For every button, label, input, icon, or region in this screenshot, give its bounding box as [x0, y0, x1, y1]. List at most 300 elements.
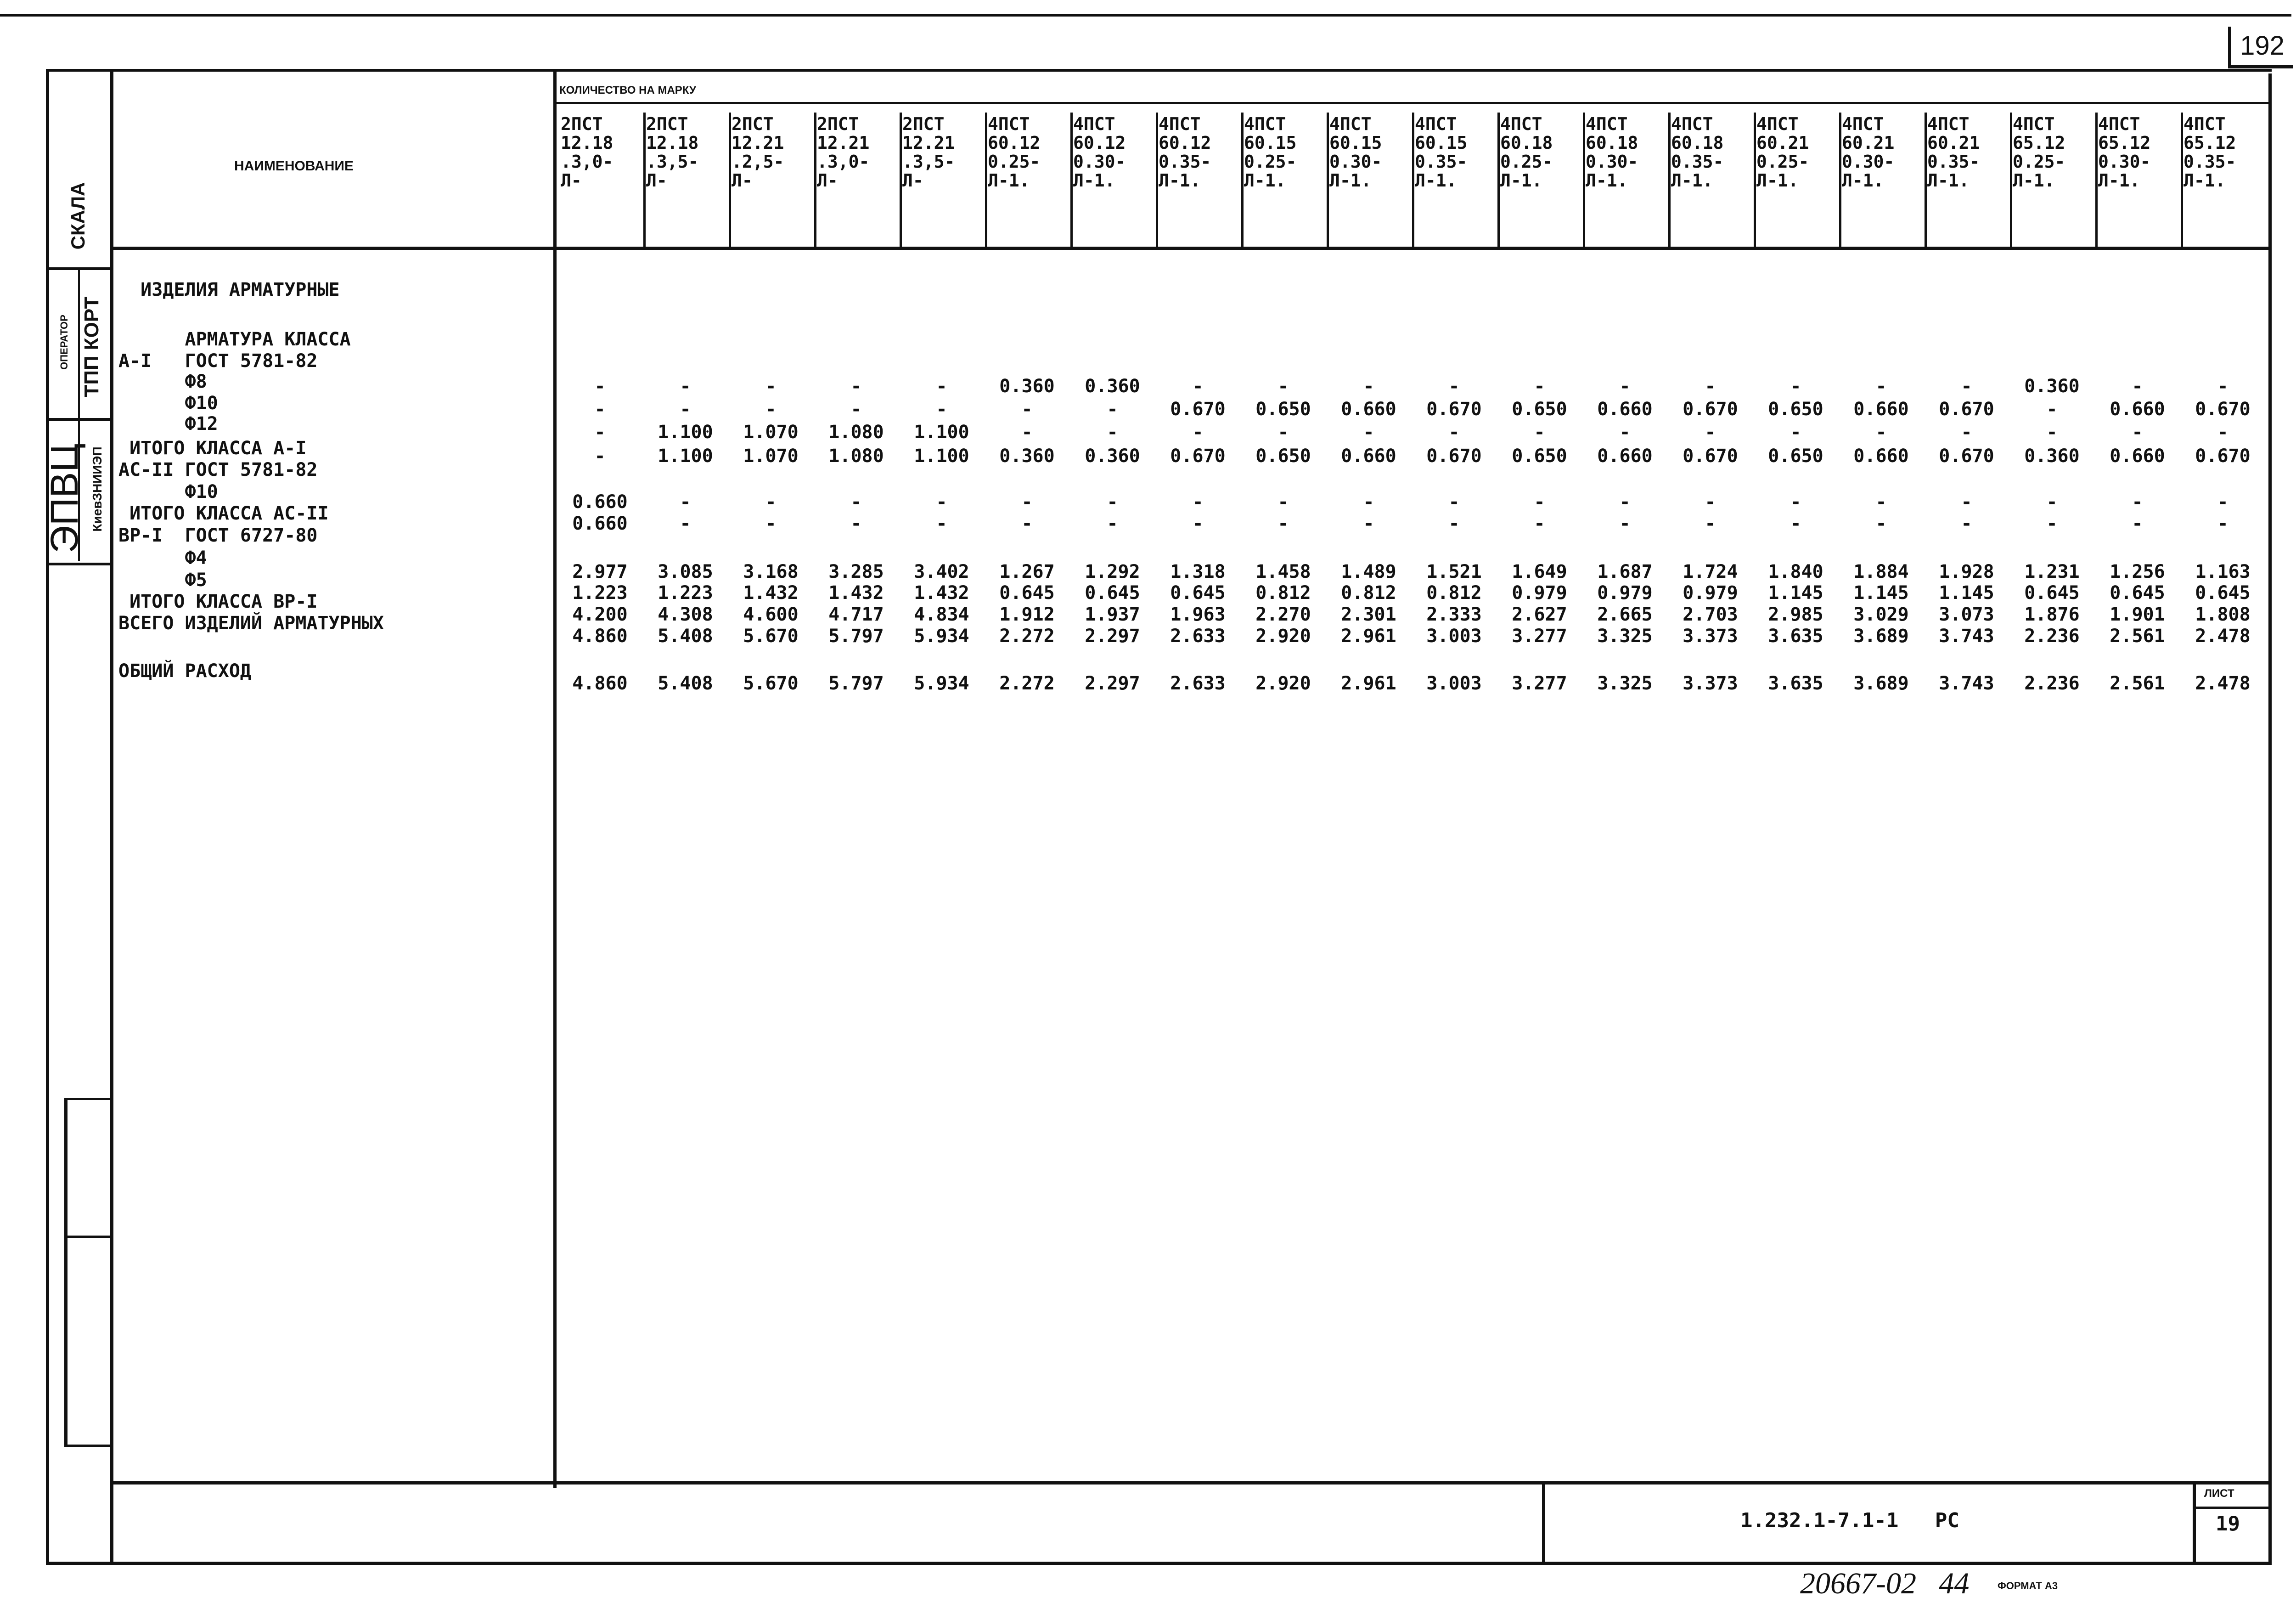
column-header [902, 115, 955, 190]
column-header-line: 60.21 [1756, 133, 1809, 153]
column-header-line: 4ПСТ [1927, 114, 1970, 134]
table-cell: 3.285 [828, 561, 884, 582]
column-header [2183, 115, 2236, 190]
org-label: ЭПВЦ [43, 443, 86, 553]
column-header-line: 4ПСТ [1586, 114, 1628, 134]
row-name: Ф5 [118, 570, 207, 591]
table-cell: - [1705, 513, 1716, 534]
row-name: ВСЕГО ИЗДЕЛИЙ АРМАТУРНЫХ [118, 613, 384, 634]
column-header-line: 4ПСТ [1671, 114, 1713, 134]
table-cell: 1.963 [1170, 604, 1226, 625]
table-cell: - [1021, 399, 1033, 420]
table-cell: - [1107, 491, 1118, 513]
column-header-line: 4ПСТ [1159, 114, 1201, 134]
column-header-line: 4ПСТ [1500, 114, 1542, 134]
table-cell: 0.979 [1597, 582, 1653, 604]
top-border [0, 14, 2291, 17]
column-header-line: .2,5- [732, 152, 784, 172]
column-divider [2095, 113, 2098, 247]
table-cell: 5.408 [658, 673, 713, 694]
table-cell: 2.961 [1341, 626, 1396, 647]
column-divider [900, 113, 902, 247]
row-name: ИТОГО КЛАССА АС-II [118, 503, 329, 524]
row-name: АС-II ГОСТ 5781-82 [118, 459, 318, 480]
sheet-number: 192 [2228, 27, 2293, 68]
table-cell: 2.478 [2195, 673, 2251, 694]
row-name: Ф12 [118, 413, 218, 435]
table-cell: - [850, 491, 862, 513]
column-header-line: .3,5- [646, 152, 699, 172]
table-cell: 1.432 [743, 582, 799, 604]
column-header-line: 4ПСТ [988, 114, 1030, 134]
column-divider [643, 113, 646, 247]
table-cell: 1.318 [1170, 561, 1226, 582]
table-cell: - [2046, 491, 2058, 513]
column-divider [1839, 113, 1841, 247]
table-cell: - [936, 399, 947, 420]
table-cell: 0.650 [1512, 446, 1567, 467]
table-cell: 3.689 [1853, 626, 1909, 647]
table-cell: 1.292 [1085, 561, 1140, 582]
column-header [988, 115, 1040, 190]
table-cell: 1.937 [1085, 604, 1140, 625]
table-cell: - [936, 491, 947, 513]
column-header-line: Л-1. [1159, 170, 1201, 191]
sheet-label: ЛИСТ [2204, 1487, 2234, 1500]
table-cell: - [1363, 422, 1374, 443]
table-cell: - [1107, 399, 1118, 420]
column-divider [985, 113, 987, 247]
table-cell: - [765, 376, 777, 397]
table-cell: 0.979 [1512, 582, 1567, 604]
column-header-line: .3,0- [561, 152, 613, 172]
table-cell: 3.277 [1512, 673, 1567, 694]
table-cell: - [850, 376, 862, 397]
column-header-line: Л- [902, 170, 923, 191]
table-cell: - [1534, 491, 1545, 513]
table-cell: - [1277, 422, 1289, 443]
table-cell: - [2217, 513, 2228, 534]
column-divider [1497, 113, 1500, 247]
table-cell: 0.660 [572, 513, 628, 534]
column-header-line: 60.18 [1586, 133, 1638, 153]
column-header-line: 0.30- [1073, 152, 1126, 172]
table-cell: 1.687 [1597, 561, 1653, 582]
title-block-top [113, 1481, 2272, 1484]
column-header-line: 60.21 [1927, 133, 1980, 153]
table-cell: 2.920 [1255, 673, 1311, 694]
table-cell: 3.168 [743, 561, 799, 582]
table-cell: 1.256 [2110, 561, 2165, 582]
table-cell: 0.660 [1853, 446, 1909, 467]
table-cell: 0.645 [1170, 582, 1226, 604]
row-name: Ф10 [118, 393, 218, 414]
column-header-line: Л- [732, 170, 753, 191]
table-cell: 0.360 [1085, 376, 1140, 397]
column-header [1500, 115, 1553, 190]
row-name: Ф10 [118, 481, 218, 502]
table-cell: - [1448, 513, 1460, 534]
table-cell: - [2217, 422, 2228, 443]
table-cell: 0.979 [1683, 582, 1738, 604]
table-cell: - [1790, 513, 1801, 534]
table-cell: - [1875, 376, 1887, 397]
row-name: Ф4 [118, 548, 207, 569]
table-cell: - [1192, 491, 1204, 513]
table-cell: 0.670 [1683, 446, 1738, 467]
column-header [817, 115, 869, 190]
table-cell: 3.085 [658, 561, 713, 582]
table-cell: 4.600 [743, 604, 799, 625]
table-cell: 3.373 [1683, 626, 1738, 647]
table-cell: 2.561 [2110, 626, 2165, 647]
column-header-line: Л- [561, 170, 582, 191]
table-cell: 1.070 [743, 446, 799, 467]
column-header [561, 115, 613, 190]
row-name: АРМАТУРА КЛАССА [118, 329, 351, 350]
table-cell: - [2132, 513, 2143, 534]
column-header-line: Л-1. [1586, 170, 1628, 191]
column-header-line: Л-1. [1842, 170, 1884, 191]
table-cell: 2.703 [1683, 604, 1738, 625]
table-cell: 0.670 [1939, 399, 1994, 420]
row-name: ИТОГО КЛАССА А-I [118, 438, 307, 459]
org-sub-label: КиевЗНИИЭП [90, 446, 104, 532]
column-header-line: 0.30- [1586, 152, 1638, 172]
table-cell: 0.645 [2195, 582, 2251, 604]
table-cell: 1.080 [828, 446, 884, 467]
table-cell: - [2046, 513, 2058, 534]
column-header-line: 60.12 [988, 133, 1041, 153]
column-header [732, 115, 784, 190]
table-cell: 2.333 [1426, 604, 1482, 625]
column-header-line: 0.35- [2183, 152, 2236, 172]
column-header-line: 65.12 [2098, 133, 2151, 153]
table-cell: 1.876 [2024, 604, 2080, 625]
table-cell: - [680, 491, 691, 513]
table-cell: 3.277 [1512, 626, 1567, 647]
table-cell: - [1875, 422, 1887, 443]
table-cell: 3.029 [1853, 604, 1909, 625]
table-cell: - [2217, 491, 2228, 513]
bracket-bottom [64, 1445, 113, 1447]
table-cell: - [594, 446, 606, 467]
table-cell: - [1790, 422, 1801, 443]
column-header-line: 2ПСТ [817, 114, 859, 134]
table-cell: - [1961, 491, 1972, 513]
table-cell: 2.272 [999, 626, 1055, 647]
table-cell: 0.650 [1768, 399, 1823, 420]
table-cell: 4.200 [572, 604, 628, 625]
column-header-line: Л-1. [1927, 170, 1970, 191]
table-cell: 3.743 [1939, 626, 1994, 647]
table-cell: 3.402 [914, 561, 969, 582]
table-cell: 0.660 [2110, 446, 2165, 467]
column-header-line: Л-1. [988, 170, 1030, 191]
table-cell: 2.478 [2195, 626, 2251, 647]
column-header-line: 0.25- [1500, 152, 1553, 172]
bracket-top [64, 1098, 113, 1100]
quantity-label-underline [553, 102, 2272, 104]
table-cell: 0.650 [1255, 399, 1311, 420]
table-cell: 1.070 [743, 422, 799, 443]
table-cell: 3.003 [1426, 673, 1482, 694]
column-header [2098, 115, 2150, 190]
column-header-line: 4ПСТ [2183, 114, 2226, 134]
table-cell: - [594, 422, 606, 443]
table-cell: 3.689 [1853, 673, 1909, 694]
column-header-line: 2ПСТ [646, 114, 688, 134]
name-column-header: НАИМЕНОВАНИЕ [234, 158, 354, 174]
column-header [1244, 115, 1296, 190]
column-header-line: 2ПСТ [732, 114, 774, 134]
table-cell: - [594, 399, 606, 420]
table-cell: 2.236 [2024, 626, 2080, 647]
column-header [1586, 115, 1638, 190]
column-header [1671, 115, 1723, 190]
table-cell: - [1534, 513, 1545, 534]
table-cell: 4.717 [828, 604, 884, 625]
table-cell: 1.145 [1853, 582, 1909, 604]
column-header-line: 2ПСТ [561, 114, 603, 134]
column-header-line: 60.18 [1500, 133, 1553, 153]
column-header-line: 12.21 [817, 133, 870, 153]
table-cell: 3.073 [1939, 604, 1994, 625]
table-cell: - [2217, 376, 2228, 397]
table-cell: 0.660 [1597, 399, 1653, 420]
column-header-line: 12.21 [902, 133, 955, 153]
column-header-line: 12.21 [732, 133, 784, 153]
column-header [646, 115, 698, 190]
table-cell: - [1107, 422, 1118, 443]
table-cell: - [850, 513, 862, 534]
tpp-label: ТПП КОРТ [80, 296, 103, 397]
footer-note: 20667-02 44 [1800, 1567, 1970, 1600]
table-cell: 0.812 [1426, 582, 1482, 604]
table-cell: - [1192, 513, 1204, 534]
column-header-line: 2ПСТ [902, 114, 945, 134]
column-header-line: 4ПСТ [2098, 114, 2140, 134]
table-cell: 3.635 [1768, 673, 1823, 694]
title-block-divider [1542, 1481, 1545, 1564]
table-cell: - [1448, 422, 1460, 443]
table-cell: - [1619, 422, 1631, 443]
table-cell: 1.458 [1255, 561, 1311, 582]
table-cell: 0.670 [2195, 399, 2251, 420]
table-cell: - [1363, 376, 1374, 397]
table-cell: - [680, 376, 691, 397]
column-header-line: Л-1. [1500, 170, 1542, 191]
column-header-line: 0.25- [1244, 152, 1297, 172]
column-header-line: 60.12 [1073, 133, 1126, 153]
column-divider [729, 113, 731, 247]
column-divider [1668, 113, 1671, 247]
table-cell: - [1790, 376, 1801, 397]
row-name: ВР-I ГОСТ 6727-80 [118, 525, 318, 546]
table-cell: 5.797 [828, 673, 884, 694]
table-cell: 1.100 [914, 422, 969, 443]
table-cell: 1.163 [2195, 561, 2251, 582]
table-cell: - [936, 376, 947, 397]
table-cell: 0.360 [999, 446, 1055, 467]
table-cell: 1.100 [914, 446, 969, 467]
table-cell: 0.660 [2110, 399, 2165, 420]
column-header-line: 0.35- [1415, 152, 1468, 172]
table-cell: - [2132, 422, 2143, 443]
table-cell: 3.373 [1683, 673, 1738, 694]
table-cell: - [1705, 376, 1716, 397]
table-cell: 0.812 [1255, 582, 1311, 604]
table-cell: 0.645 [2110, 582, 2165, 604]
table-cell: 2.561 [2110, 673, 2165, 694]
sheet-cell-left [2193, 1481, 2196, 1564]
table-cell: 0.650 [1512, 399, 1567, 420]
row-name: А-I ГОСТ 5781-82 [118, 350, 318, 372]
column-header-line: Л-1. [2098, 170, 2140, 191]
column-header [1756, 115, 1809, 190]
column-divider [1156, 113, 1158, 247]
table-cell: - [1107, 513, 1118, 534]
table-cell: 2.961 [1341, 673, 1396, 694]
table-cell: - [594, 376, 606, 397]
table-cell: 1.724 [1683, 561, 1738, 582]
table-cell: 1.080 [828, 422, 884, 443]
table-cell: 0.670 [2195, 446, 2251, 467]
column-header-line: Л-1. [1329, 170, 1372, 191]
frame-right [2268, 73, 2272, 1562]
table-cell: 2.985 [1768, 604, 1823, 625]
table-cell: 1.901 [2110, 604, 2165, 625]
column-header-line: Л- [817, 170, 838, 191]
table-cell: 1.145 [1939, 582, 1994, 604]
table-cell: 0.670 [1939, 446, 1994, 467]
name-column-divider [553, 69, 557, 1488]
table-cell: 1.649 [1512, 561, 1567, 582]
table-cell: 0.670 [1426, 446, 1482, 467]
bracket-mid [64, 1236, 113, 1238]
column-divider [1070, 113, 1073, 247]
table-cell: - [1363, 491, 1374, 513]
table-cell: - [1961, 376, 1972, 397]
header-bottom [113, 247, 2272, 250]
table-cell: 5.670 [743, 626, 799, 647]
table-cell: 4.860 [572, 626, 628, 647]
table-cell: - [1534, 376, 1545, 397]
column-header-line: Л- [646, 170, 667, 191]
table-cell: 2.627 [1512, 604, 1567, 625]
table-cell: - [2132, 376, 2143, 397]
column-header-line: Л-1. [1671, 170, 1713, 191]
table-cell: - [2132, 491, 2143, 513]
frame-bottom [46, 1562, 2272, 1565]
column-divider [1583, 113, 1585, 247]
column-divider [1412, 113, 1414, 247]
table-cell: 2.236 [2024, 673, 2080, 694]
column-header-line: 4ПСТ [1329, 114, 1372, 134]
table-cell: 5.797 [828, 626, 884, 647]
quantity-header: КОЛИЧЕСТВО НА МАРКУ [559, 84, 696, 96]
column-header-line: .3,0- [817, 152, 870, 172]
column-header-line: 65.12 [2183, 133, 2236, 153]
table-cell: - [1448, 376, 1460, 397]
table-cell: - [1192, 422, 1204, 443]
table-cell: 3.325 [1597, 673, 1653, 694]
column-header-line: 12.18 [646, 133, 699, 153]
table-cell: 0.660 [1341, 446, 1396, 467]
row-name: ИТОГО КЛАССА ВР-I [118, 591, 318, 612]
column-header-line: 60.15 [1244, 133, 1297, 153]
table-cell: 3.635 [1768, 626, 1823, 647]
table-cell: - [1192, 376, 1204, 397]
table-cell: 2.270 [1255, 604, 1311, 625]
table-cell: 0.660 [572, 491, 628, 513]
table-cell: 1.100 [658, 446, 713, 467]
sidebar-stamp [43, 69, 113, 565]
table-cell: - [680, 399, 691, 420]
table-cell: 0.645 [999, 582, 1055, 604]
table-cell: 0.650 [1255, 446, 1311, 467]
table-cell: - [1961, 513, 1972, 534]
table-cell: 2.301 [1341, 604, 1396, 625]
column-header-line: Л-1. [2183, 170, 2226, 191]
column-header-line: 4ПСТ [2013, 114, 2055, 134]
table-cell: 2.297 [1085, 673, 1140, 694]
row-name: ОБЩИЙ РАСХОД [118, 660, 251, 682]
table-cell: 0.670 [1683, 399, 1738, 420]
table-cell: 1.223 [572, 582, 628, 604]
table-cell: 0.660 [1597, 446, 1653, 467]
table-cell: 1.231 [2024, 561, 2080, 582]
table-cell: - [1619, 491, 1631, 513]
table-cell: 0.670 [1170, 399, 1226, 420]
column-header-line: 60.21 [1842, 133, 1895, 153]
table-cell: - [765, 491, 777, 513]
table-cell: - [936, 513, 947, 534]
column-header-line: 0.35- [1159, 152, 1211, 172]
column-header-line: 0.35- [1671, 152, 1724, 172]
column-header-line: Л-1. [1756, 170, 1799, 191]
column-divider [1925, 113, 1927, 247]
table-cell: 1.100 [658, 422, 713, 443]
table-cell: - [1277, 491, 1289, 513]
column-header-line: Л-1. [1073, 170, 1115, 191]
table-cell: 1.432 [828, 582, 884, 604]
table-cell: - [1277, 376, 1289, 397]
document-code: 1.232.1-7.1-1 РС [1740, 1509, 1959, 1532]
table-cell: 0.360 [1085, 446, 1140, 467]
table-cell: - [1790, 491, 1801, 513]
table-cell: 1.521 [1426, 561, 1482, 582]
column-header-line: Л-1. [2013, 170, 2055, 191]
table-cell: 2.977 [572, 561, 628, 582]
table-cell: 4.860 [572, 673, 628, 694]
column-header [1329, 115, 1382, 190]
table-cell: 1.840 [1768, 561, 1823, 582]
table-cell: - [1448, 491, 1460, 513]
table-cell: 0.360 [999, 376, 1055, 397]
table-cell: - [1705, 491, 1716, 513]
table-cell: - [1875, 513, 1887, 534]
table-cell: 5.670 [743, 673, 799, 694]
table-cell: 0.660 [1853, 399, 1909, 420]
left-bracket-marks [64, 1098, 113, 1447]
column-header-line: 12.18 [561, 133, 613, 153]
column-divider [2010, 113, 2012, 247]
table-cell: 2.920 [1255, 626, 1311, 647]
table-cell: - [2046, 399, 2058, 420]
table-cell: 1.145 [1768, 582, 1823, 604]
scale-label: СКАЛА [67, 182, 89, 250]
